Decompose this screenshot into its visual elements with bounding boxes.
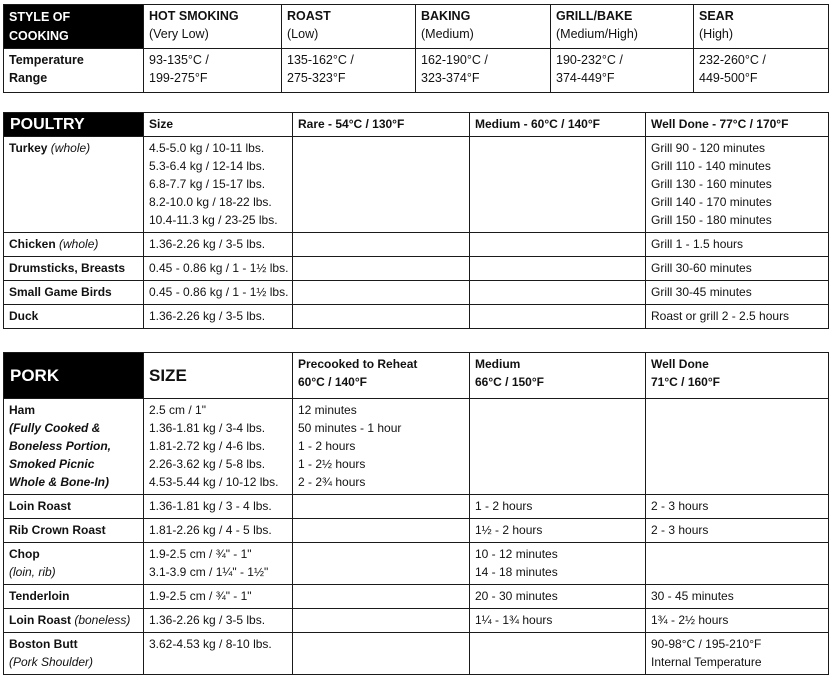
poultry-well-header: Well Done - 77°C / 170°F bbox=[646, 113, 829, 137]
table-row bbox=[4, 495, 829, 519]
poultry-well: Roast or grill 2 - 2.5 hours bbox=[646, 305, 829, 329]
poultry-name: Small Game Birds bbox=[4, 281, 144, 305]
poultry-rare bbox=[293, 137, 470, 233]
pork-name: Boston Butt (Pork Shoulder) bbox=[4, 633, 144, 675]
table-row bbox=[4, 633, 829, 675]
poultry-rare-header: Rare - 54°C / 130°F bbox=[293, 113, 470, 137]
poultry-size: 1.36-2.26 kg / 3-5 lbs. bbox=[144, 305, 293, 329]
col-hot-smoking: HOT SMOKING (Very Low) bbox=[144, 5, 282, 49]
poultry-medium bbox=[470, 305, 646, 329]
table-row bbox=[4, 519, 829, 543]
pork-medium: 1 - 2 hours bbox=[470, 495, 646, 519]
poultry-size: 4.5-5.0 kg / 10-11 lbs. 5.3-6.4 kg / 12-14 lbs. 6.8-7.7 kg / 15-17 lbs. 8.2-10.0 kg / 18-22 lbs. 10.4-11.3 kg / 23-25 lbs. bbox=[144, 137, 293, 233]
poultry-well: Grill 90 - 120 minutes Grill 110 - 140 minutes Grill 130 - 160 minutes Grill 140 - 170 minutes Grill 150 - 180 minutes bbox=[646, 137, 829, 233]
pork-size: 1.9-2.5 cm / ¾" - 1" 3.1-3.9 cm / 1¼" - 1½" bbox=[144, 543, 293, 585]
poultry-size-header: Size bbox=[144, 113, 293, 137]
cooking-style-table bbox=[3, 4, 829, 93]
pork-precooked bbox=[293, 519, 470, 543]
poultry-medium bbox=[470, 281, 646, 305]
temperature-range-row bbox=[4, 49, 829, 93]
poultry-medium bbox=[470, 233, 646, 257]
pork-medium: 20 - 30 minutes bbox=[470, 585, 646, 609]
pork-name: Rib Crown Roast bbox=[4, 519, 144, 543]
pork-size: 1.9-2.5 cm / ¾" - 1" bbox=[144, 585, 293, 609]
poultry-name: Drumsticks, Breasts bbox=[4, 257, 144, 281]
poultry-well: Grill 30-60 minutes bbox=[646, 257, 829, 281]
range-baking: 162-190°C / 323-374°F bbox=[416, 49, 551, 93]
pork-size: 1.36-1.81 kg / 3 - 4 lbs. bbox=[144, 495, 293, 519]
table-row bbox=[4, 257, 829, 281]
poultry-rare bbox=[293, 233, 470, 257]
pork-precooked bbox=[293, 543, 470, 585]
poultry-rare bbox=[293, 257, 470, 281]
table-row bbox=[4, 233, 829, 257]
pork-title: PORK bbox=[4, 353, 144, 399]
pork-precooked: 12 minutes 50 minutes - 1 hour 1 - 2 hours 1 - 2½ hours 2 - 2¾ hours bbox=[293, 399, 470, 495]
col-grill-bake: GRILL/BAKE (Medium/High) bbox=[551, 5, 694, 49]
pork-precooked bbox=[293, 609, 470, 633]
poultry-well: Grill 30-45 minutes bbox=[646, 281, 829, 305]
pork-size: 2.5 cm / 1" 1.36-1.81 kg / 3-4 lbs. 1.81-2.72 kg / 4-6 lbs. 2.26-3.62 kg / 5-8 lbs. 4.53-5.44 kg / 10-12 lbs. bbox=[144, 399, 293, 495]
poultry-medium-header: Medium - 60°C / 140°F bbox=[470, 113, 646, 137]
poultry-name: Turkey (whole) bbox=[4, 137, 144, 233]
pork-well: 2 - 3 hours bbox=[646, 495, 829, 519]
pork-well bbox=[646, 543, 829, 585]
range-sear: 232-260°C / 449-500°F bbox=[694, 49, 829, 93]
pork-medium: 1½ - 2 hours bbox=[470, 519, 646, 543]
pork-precooked bbox=[293, 585, 470, 609]
table-row bbox=[4, 305, 829, 329]
pork-well: 90-98°C / 195-210°F Internal Temperature bbox=[646, 633, 829, 675]
pork-name: Loin Roast (boneless) bbox=[4, 609, 144, 633]
pork-precooked-header: Precooked to Reheat 60°C / 140°F bbox=[293, 353, 470, 399]
table-row bbox=[4, 281, 829, 305]
pork-medium bbox=[470, 399, 646, 495]
pork-size: 1.36-2.26 kg / 3-5 lbs. bbox=[144, 609, 293, 633]
pork-well: 30 - 45 minutes bbox=[646, 585, 829, 609]
poultry-size: 0.45 - 0.86 kg / 1 - 1½ lbs. bbox=[144, 281, 293, 305]
table-row bbox=[4, 137, 829, 233]
poultry-medium bbox=[470, 137, 646, 233]
pork-name: Loin Roast bbox=[4, 495, 144, 519]
range-roast: 135-162°C / 275-323°F bbox=[282, 49, 416, 93]
table-row bbox=[4, 399, 829, 495]
temperature-range-label: Temperature Range bbox=[4, 49, 144, 93]
poultry-medium bbox=[470, 257, 646, 281]
table-row bbox=[4, 585, 829, 609]
pork-well bbox=[646, 399, 829, 495]
poultry-well: Grill 1 - 1.5 hours bbox=[646, 233, 829, 257]
pork-well: 2 - 3 hours bbox=[646, 519, 829, 543]
pork-medium: 1¼ - 1¾ hours bbox=[470, 609, 646, 633]
cooking-style-header-row bbox=[4, 5, 829, 49]
pork-medium: 10 - 12 minutes 14 - 18 minutes bbox=[470, 543, 646, 585]
range-hot-smoking: 93-135°C / 199-275°F bbox=[144, 49, 282, 93]
pork-medium-header: Medium 66°C / 150°F bbox=[470, 353, 646, 399]
style-of-cooking-label: STYLE OF COOKING bbox=[4, 5, 144, 49]
pork-precooked bbox=[293, 495, 470, 519]
col-roast: ROAST (Low) bbox=[282, 5, 416, 49]
poultry-title: POULTRY bbox=[4, 113, 144, 137]
table-row bbox=[4, 609, 829, 633]
poultry-size: 1.36-2.26 kg / 3-5 lbs. bbox=[144, 233, 293, 257]
pork-size-header: SIZE bbox=[144, 353, 293, 399]
table-row bbox=[4, 543, 829, 585]
pork-size: 1.81-2.26 kg / 4 - 5 lbs. bbox=[144, 519, 293, 543]
pork-precooked bbox=[293, 633, 470, 675]
pork-name: Chop (loin, rib) bbox=[4, 543, 144, 585]
pork-name: Ham (Fully Cooked & Boneless Portion, Smoked Picnic Whole & Bone-In) bbox=[4, 399, 144, 495]
poultry-name: Chicken (whole) bbox=[4, 233, 144, 257]
poultry-table bbox=[3, 112, 829, 329]
pork-header-row bbox=[4, 353, 829, 399]
range-grill-bake: 190-232°C / 374-449°F bbox=[551, 49, 694, 93]
col-sear: SEAR (High) bbox=[694, 5, 829, 49]
poultry-rare bbox=[293, 305, 470, 329]
pork-well-header: Well Done 71°C / 160°F bbox=[646, 353, 829, 399]
pork-well: 1¾ - 2½ hours bbox=[646, 609, 829, 633]
pork-name: Tenderloin bbox=[4, 585, 144, 609]
poultry-name: Duck bbox=[4, 305, 144, 329]
poultry-size: 0.45 - 0.86 kg / 1 - 1½ lbs. bbox=[144, 257, 293, 281]
pork-medium bbox=[470, 633, 646, 675]
poultry-header-row bbox=[4, 113, 829, 137]
pork-size: 3.62-4.53 kg / 8-10 lbs. bbox=[144, 633, 293, 675]
pork-table bbox=[3, 352, 829, 675]
col-baking: BAKING (Medium) bbox=[416, 5, 551, 49]
poultry-rare bbox=[293, 281, 470, 305]
